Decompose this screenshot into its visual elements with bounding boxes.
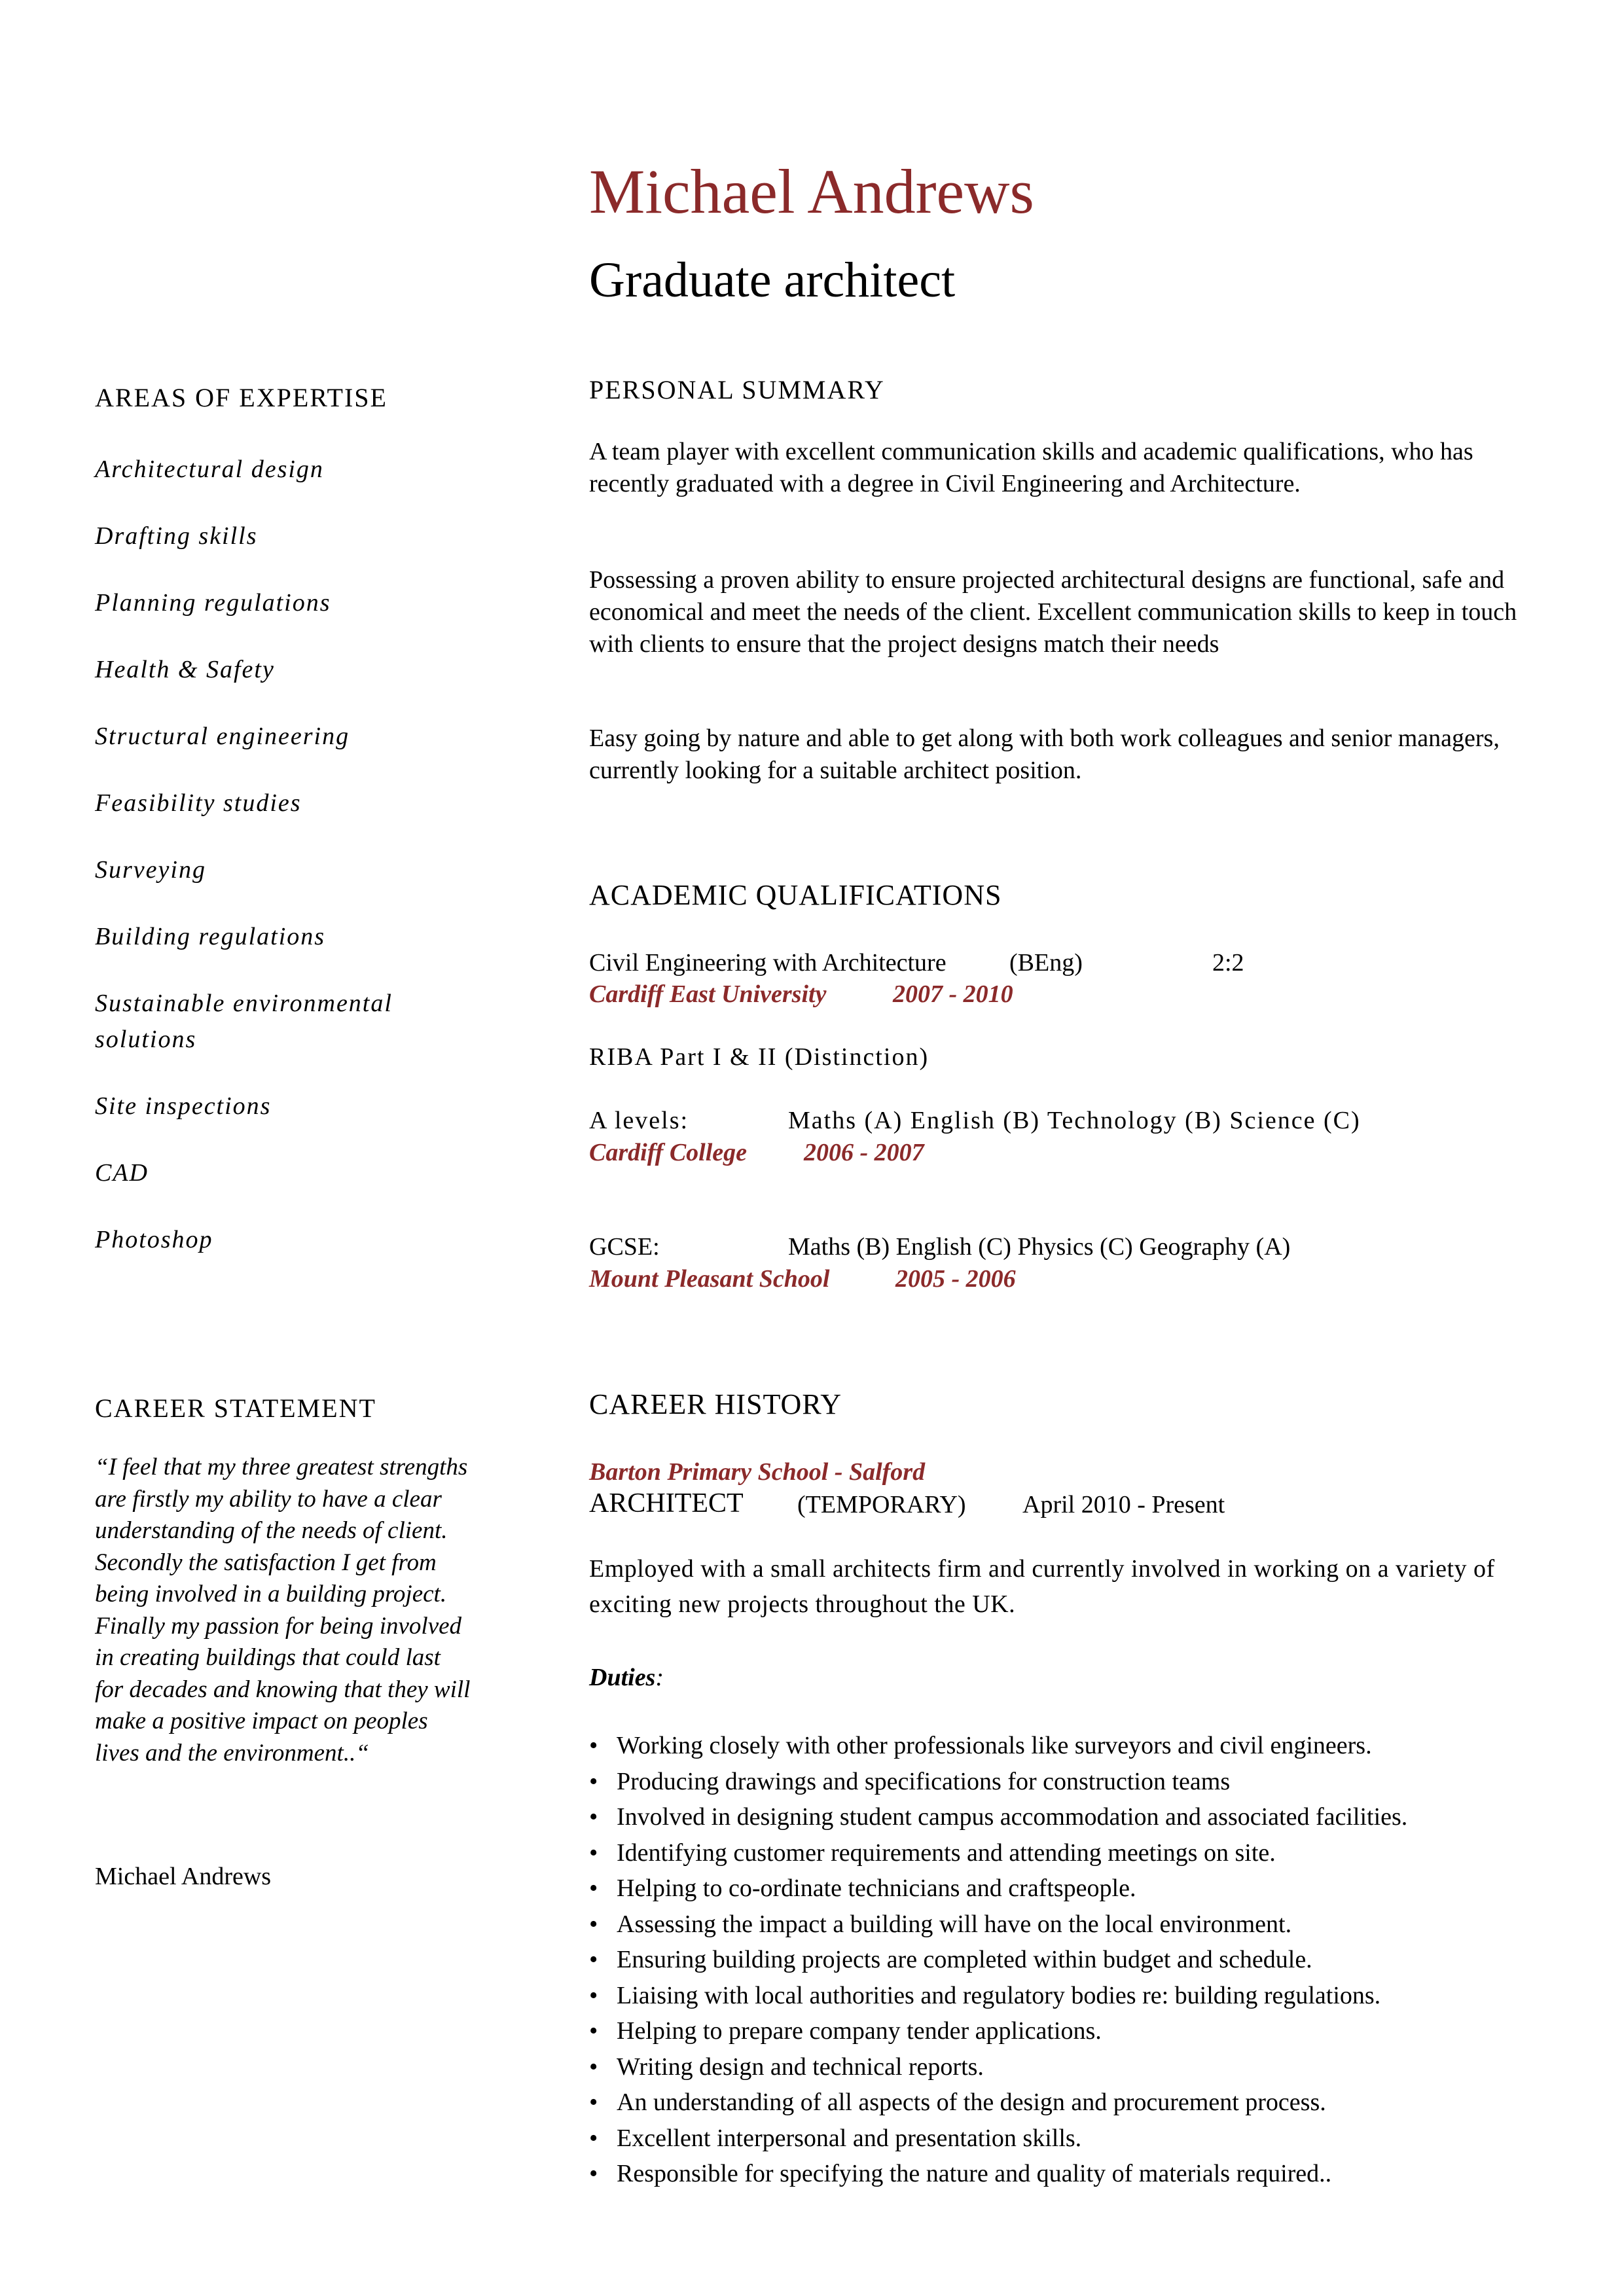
riba-qualification: RIBA Part I & II (Distinction)	[589, 1043, 929, 1071]
expertise-item: Feasibility studies	[95, 789, 302, 817]
expertise-heading: AREAS OF EXPERTISE	[95, 383, 388, 412]
gcse-institution: Mount Pleasant School	[589, 1265, 830, 1293]
duty-item: • Excellent interpersonal and presentation skills.	[589, 2121, 1558, 2157]
duty-item: • Assessing the impact a building will have on the local environment.	[589, 1907, 1558, 1943]
alevels-years: 2006 - 2007	[804, 1139, 924, 1166]
job-dates: April 2010 - Present	[1022, 1491, 1225, 1518]
expertise-item: Site inspections	[95, 1092, 272, 1120]
expertise-item: Structural engineering	[95, 723, 350, 750]
duty-item: • Involved in designing student campus accommodation and associated facilities.	[589, 1799, 1558, 1835]
summary-heading: PERSONAL SUMMARY	[589, 375, 885, 404]
gcse-subjects: Maths (B) English (C) Physics (C) Geography (A)	[788, 1233, 1291, 1261]
degree-subject: Civil Engineering with Architecture	[589, 949, 947, 977]
duty-item: • Working closely with other professionals like surveyors and civil engineers.	[589, 1728, 1558, 1764]
academic-heading: ACADEMIC QUALIFICATIONS	[589, 879, 1002, 911]
degree-institution: Cardiff East University	[589, 980, 827, 1008]
career-quote: “I feel that my three greatest strengths are firstly my ability to have a clear understanding of the needs of client. Secondly the satisfaction I get from being involved in a building project. Finally my passion for being involved in creating buildings that could last for decades and knowing that they will make a positive impact on peoples lives and the environment..“	[95, 1454, 471, 1767]
career-heading: CAREER HISTORY	[589, 1388, 842, 1420]
duty-item: • Ensuring building projects are completed within budget and schedule.	[589, 1942, 1558, 1978]
duties-label: Duties	[589, 1664, 656, 1691]
alevels-institution: Cardiff College	[589, 1139, 748, 1166]
summary-paragraph: A team player with excellent communication skills and academic qualifications, who has recently graduated with a degree in Civil Engineering and Architecture.	[589, 438, 1473, 497]
alevels-subjects: Maths (A) English (B) Technology (B) Science (C)	[788, 1107, 1361, 1134]
duty-item: • Liaising with local authorities and regulatory bodies re: building regulations.	[589, 1978, 1558, 2014]
employer-name: Barton Primary School - Salford	[589, 1458, 926, 1486]
degree-grade: 2:2	[1212, 949, 1244, 977]
expertise-item: Drafting skills	[95, 522, 258, 550]
duty-item: • Writing design and technical reports.	[589, 2049, 1558, 2085]
job-title: Graduate architect	[589, 253, 956, 308]
gcse-label: GCSE:	[589, 1233, 660, 1261]
expertise-item: Architectural design	[95, 456, 324, 483]
gcse-years: 2005 - 2006	[895, 1265, 1016, 1293]
duty-item: • Responsible for specifying the nature and quality of materials required..	[589, 2156, 1558, 2192]
alevels-label: A levels:	[589, 1107, 689, 1134]
job-role-type: (TEMPORARY)	[797, 1491, 966, 1518]
expertise-item: Sustainable environmental solutions	[95, 990, 393, 1053]
expertise-item: Photoshop	[95, 1226, 213, 1253]
duty-item: • Helping to prepare company tender applications.	[589, 2013, 1558, 2049]
degree-years: 2007 - 2010	[893, 980, 1013, 1008]
job-role: ARCHITECT	[589, 1488, 744, 1518]
expertise-list	[95, 452, 488, 1289]
statement-signature: Michael Andrews	[95, 1863, 272, 1890]
summary-paragraph: Easy going by nature and able to get along with both work colleagues and senior managers, currently looking for a suitable architect position.	[589, 725, 1500, 784]
duties-list	[589, 1728, 1558, 2192]
summary-paragraph: Possessing a proven ability to ensure projected architectural designs are functional, safe and economical and meet the needs of the client. Excellent communication skills to keep in touch with clients to ensure that the project designs match their needs	[589, 566, 1517, 658]
statement-heading: CAREER STATEMENT	[95, 1393, 376, 1423]
job-description: Employed with a small architects firm and currently involved in working on a variety of exciting new projects throughout the UK.	[589, 1555, 1495, 1618]
expertise-item: CAD	[95, 1159, 149, 1187]
duties-colon: :	[655, 1664, 664, 1691]
expertise-item: Planning regulations	[95, 589, 331, 617]
duty-item: • Producing drawings and specifications for construction teams	[589, 1764, 1558, 1800]
duty-item: • Identifying customer requirements and attending meetings on site.	[589, 1835, 1558, 1871]
duty-item: • An understanding of all aspects of the design and procurement process.	[589, 2085, 1558, 2121]
candidate-name: Michael Andrews	[589, 156, 1034, 226]
duty-item: • Helping to co-ordinate technicians and craftspeople.	[589, 1871, 1558, 1907]
expertise-item: Building regulations	[95, 923, 326, 950]
expertise-item: Health & Safety	[95, 656, 275, 683]
duties-heading	[589, 1665, 664, 1690]
expertise-item: Surveying	[95, 856, 206, 884]
degree-type: (BEng)	[1009, 949, 1083, 977]
